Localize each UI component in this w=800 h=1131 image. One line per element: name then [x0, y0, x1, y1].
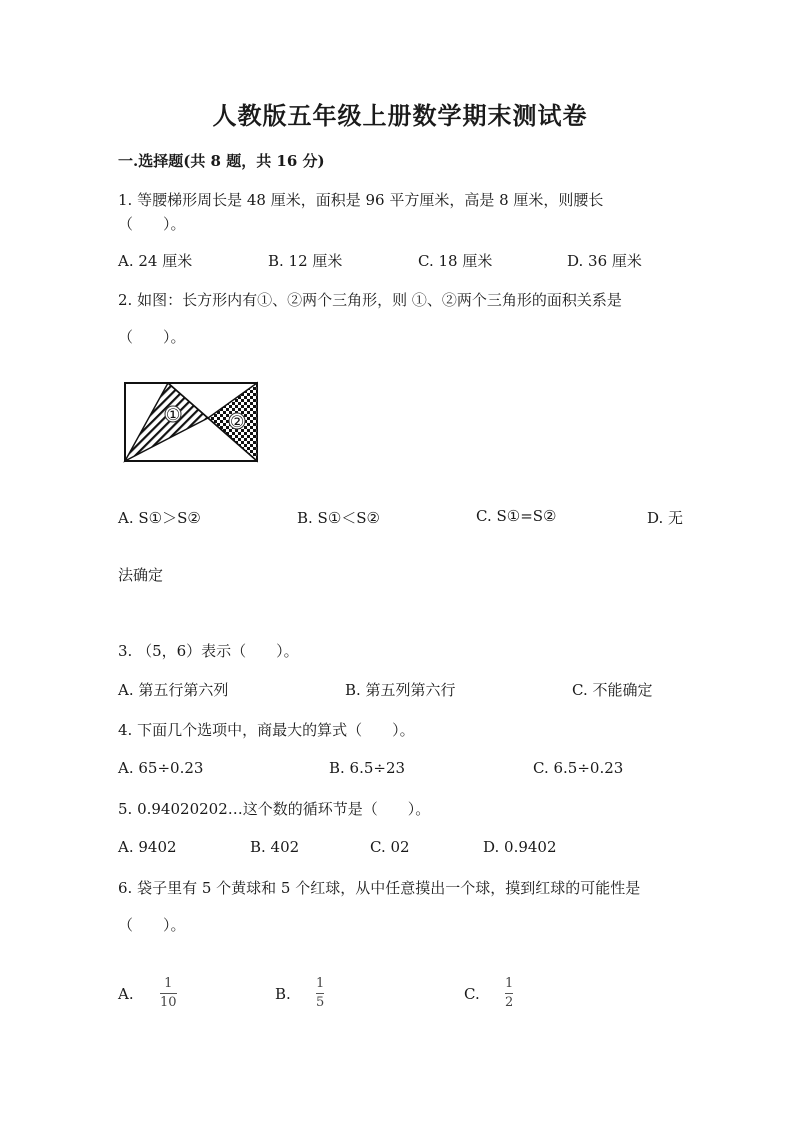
- question-2-blank: （ ）。: [118, 328, 186, 346]
- q3-option-a[interactable]: A. 第五行第六列: [118, 681, 229, 699]
- page-title: 人教版五年级上册数学期末测试卷: [212, 101, 588, 130]
- question-1-text: 1. 等腰梯形周长是 48 厘米，面积是 96 平方厘米，高是 8 厘米，则腰长: [118, 191, 604, 209]
- q4-option-c[interactable]: C. 6.5÷0.23: [533, 759, 624, 777]
- q2-option-d-wrap: 法确定: [118, 566, 164, 584]
- question-1-blank: （ ）。: [118, 215, 186, 233]
- q5-option-c[interactable]: C. 02: [370, 838, 410, 856]
- triangle-2-label: ②: [229, 412, 245, 431]
- q2-option-a[interactable]: A. S①＞S②: [118, 509, 201, 527]
- section-heading: 一.选择题(共 8 题，共 16 分): [118, 152, 325, 170]
- q4-option-b[interactable]: B. 6.5÷23: [329, 759, 406, 777]
- question-3-text: 3. （5，6）表示（ ）。: [118, 642, 299, 660]
- q6-option-a-label[interactable]: A.: [118, 985, 134, 1003]
- q1-option-c[interactable]: C. 18 厘米: [418, 252, 493, 270]
- q2-option-c[interactable]: C. S①=S②: [476, 507, 557, 525]
- q5-option-d[interactable]: D. 0.9402: [483, 838, 557, 856]
- q3-option-b[interactable]: B. 第五列第六行: [345, 681, 456, 699]
- q6-option-c-label[interactable]: C.: [464, 985, 480, 1003]
- q6-option-b-label[interactable]: B.: [275, 985, 291, 1003]
- rectangle-triangles-figure: [118, 378, 264, 468]
- q5-option-a[interactable]: A. 9402: [118, 838, 177, 856]
- question-6-text: 6. 袋子里有 5 个黄球和 5 个红球，从中任意摸出一个球，摸到红球的可能性是: [118, 879, 641, 897]
- q1-option-d[interactable]: D. 36 厘米: [567, 252, 642, 270]
- question-6-blank: （ ）。: [118, 916, 186, 934]
- q4-option-a[interactable]: A. 65÷0.23: [118, 759, 204, 777]
- q1-option-a[interactable]: A. 24 厘米: [118, 252, 193, 270]
- question-5-text: 5. 0.94020202…这个数的循环节是（ ）。: [118, 800, 431, 818]
- q3-option-c[interactable]: C. 不能确定: [572, 681, 653, 699]
- q5-option-b[interactable]: B. 402: [250, 838, 300, 856]
- q6-option-a-fraction: 1 10: [160, 976, 177, 1010]
- q6-option-c-fraction: 1 2: [505, 976, 514, 1010]
- triangle-1-label: ①: [165, 405, 181, 424]
- q2-option-b[interactable]: B. S①＜S②: [297, 509, 381, 527]
- question-2-text: 2. 如图：长方形内有①、②两个三角形，则 ①、②两个三角形的面积关系是: [118, 291, 622, 309]
- q1-option-b[interactable]: B. 12 厘米: [268, 252, 343, 270]
- q2-option-d[interactable]: D. 无: [647, 509, 684, 527]
- question-4-text: 4. 下面几个选项中，商最大的算式（ ）。: [118, 721, 415, 739]
- q6-option-b-fraction: 1 5: [316, 976, 325, 1010]
